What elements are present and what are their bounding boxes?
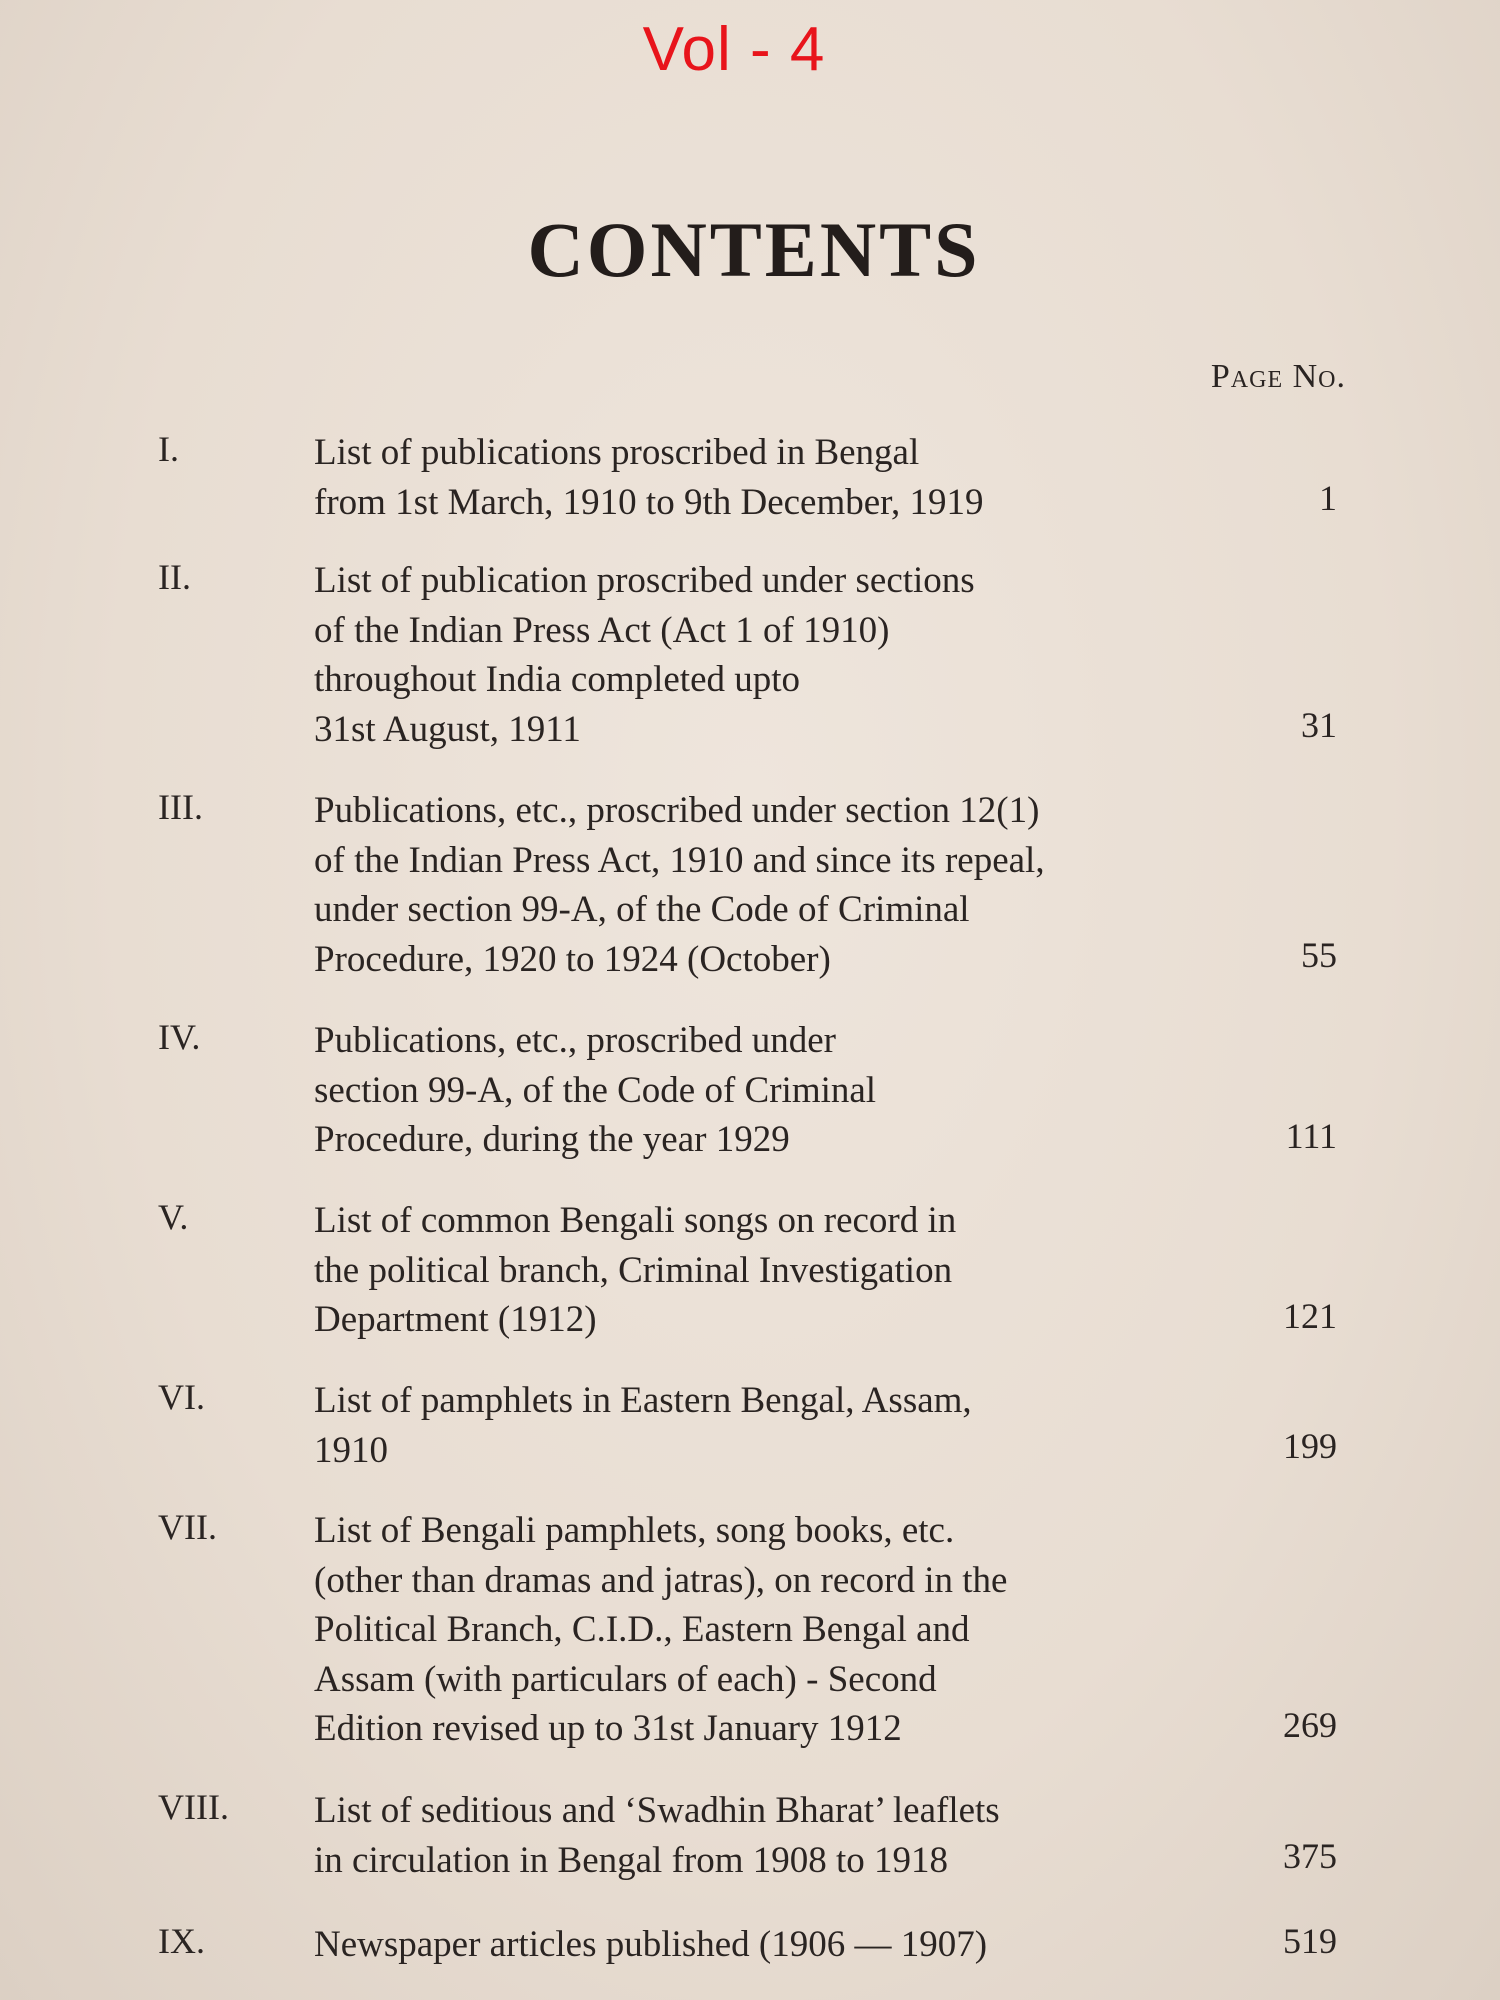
volume-label: Vol - 4 <box>642 15 826 84</box>
entry-title: Publications, etc., proscribed under section 99-A, of the Code of Criminal Procedure, during the year 1929 <box>314 1020 877 1160</box>
entry-page-number: 375 <box>1283 1836 1337 1876</box>
entry-title: List of pamphlets in Eastern Bengal, Assam, 1910 <box>314 1380 972 1471</box>
entry-number: V. <box>158 1197 189 1237</box>
entry-number: IV. <box>158 1017 201 1057</box>
entry-number: II. <box>158 557 191 597</box>
entry-number: IX. <box>158 1921 205 1961</box>
entry-title: List of publication proscribed under sections of the Indian Press Act (Act 1 of 1910) throughout India completed upto 31st August, 1911 <box>314 560 975 750</box>
entry-title: List of seditious and ‘Swadhin Bharat’ leaflets in circulation in Bengal from 1908 to 1918 <box>314 1790 1000 1881</box>
entry-page-number: 269 <box>1283 1705 1337 1745</box>
entry-page-number: 1 <box>1319 478 1337 518</box>
entry-title: List of common Bengali songs on record in the political branch, Criminal Investigation Department (1912) <box>314 1200 957 1340</box>
entry-page-number: 111 <box>1285 1116 1337 1156</box>
entry-page-number: 121 <box>1283 1296 1337 1336</box>
entry-number: III. <box>158 787 203 827</box>
entry-number: VIII. <box>158 1787 229 1827</box>
entry-number: I. <box>158 429 179 469</box>
page-number-column-header: Page No. <box>1210 358 1346 395</box>
entry-page-number: 519 <box>1283 1921 1337 1961</box>
entry-title: Publications, etc., proscribed under section 12(1) of the Indian Press Act, 1910 and since its repeal, under section 99-A, of the Code of Criminal Procedure, 1920 to 1924 (October) <box>314 790 1045 980</box>
entry-title: List of publications proscribed in Bengal from 1st March, 1910 to 9th December, 1919 <box>314 432 984 523</box>
page-title: CONTENTS <box>527 206 981 293</box>
entry-page-number: 199 <box>1283 1426 1337 1466</box>
entry-page-number: 55 <box>1301 935 1337 975</box>
entry-title: Newspaper articles published (1906 — 1907) <box>314 1924 988 1965</box>
entry-page-number: 31 <box>1301 705 1337 745</box>
entry-number: VII. <box>158 1507 217 1547</box>
entry-title: List of Bengali pamphlets, song books, etc. (other than dramas and jatras), on record in the Political Branch, C.I.D., Eastern Bengal and Assam (with particulars of each) - Second Edition revised up to 31st January 1912 <box>314 1510 1008 1749</box>
entry-number: VI. <box>158 1377 205 1417</box>
